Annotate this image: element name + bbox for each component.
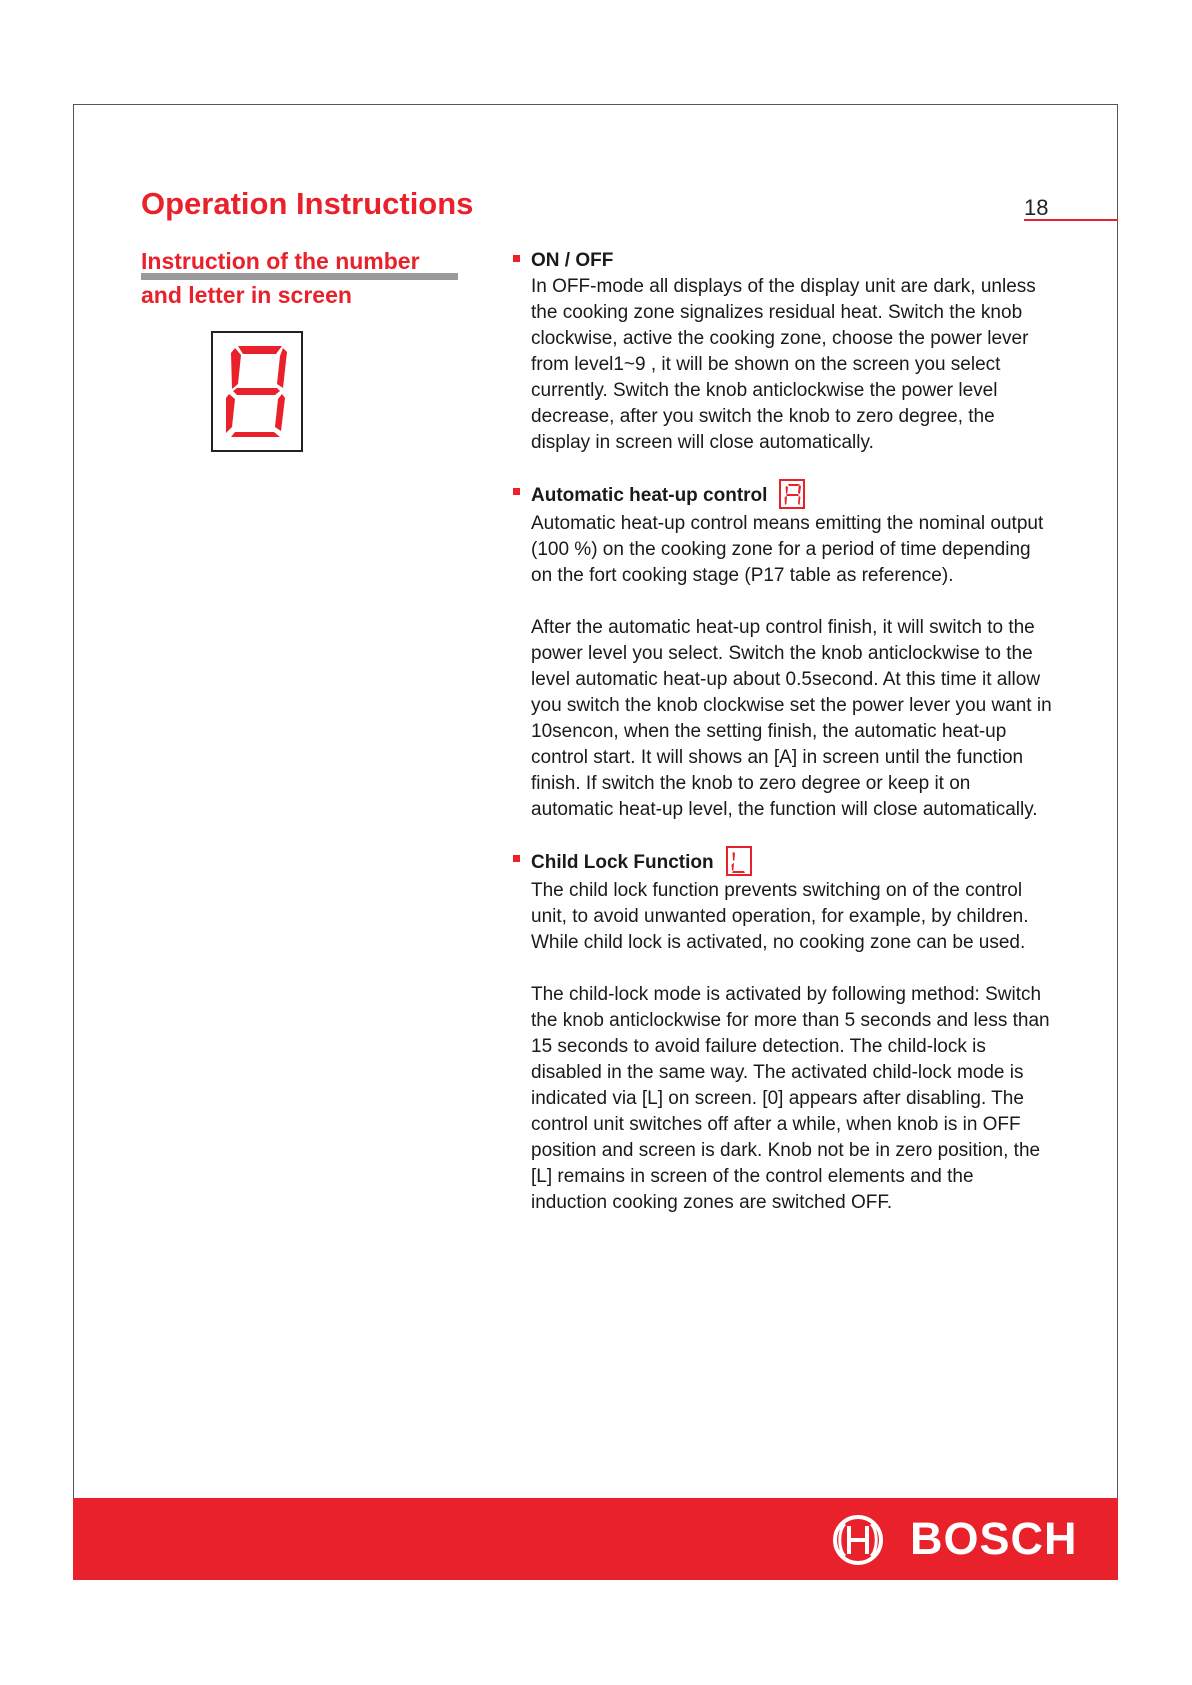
on-off-heading: ON / OFF — [531, 250, 614, 271]
instructions-content — [512, 248, 1052, 1216]
bosch-logo — [830, 1514, 1100, 1564]
bullet-square-icon — [513, 855, 520, 862]
seven-segment-letter-l-icon — [726, 846, 752, 876]
page-number: 18 — [1024, 197, 1118, 221]
sidebar-heading-line2: and letter in screen — [141, 282, 352, 308]
seven-segment-letter-a-icon — [779, 479, 805, 509]
bullet-square-icon — [513, 255, 520, 262]
automatic-heat-up-heading — [531, 481, 1052, 511]
bosch-wordmark: BOSCH — [910, 1513, 1078, 1564]
child-lock-paragraph-2: The child-lock mode is activated by following method: Switch the knob anticlockwise for more than 5 seconds and less than 15 seconds to avoid failure detection. The child-lock is disabled in the same way. The activated child-lock mode is indicated via [L] on screen. [0] appears after disabling. The control unit switches off after a while, when knob is in OFF position and screen is dark. Knob not be in zero position, the [L] remains in screen of the control elements and the induction cooking zones are switched OFF. — [531, 984, 1050, 1213]
section-automatic-heat-up — [512, 481, 1052, 823]
section-child-lock — [512, 848, 1052, 1216]
seven-segment-digit-8-icon — [224, 343, 290, 440]
automatic-heat-up-heading-text: Automatic heat-up control — [531, 485, 768, 506]
automatic-heat-up-paragraph-2: After the automatic heat-up control finish, it will switch to the power level you select. Switch the knob anticlockwise to the level automatic heat-up about 0.5second. At this time it allow you switch the knob clockwise set the power lever you want in 10sencon, when the setting finish, the automatic heat-up control start. It will shows an [A] in screen until the function finish. If switch the knob to zero degree or keep it on automatic heat-up level, the function will close automatically. — [531, 617, 1052, 820]
child-lock-heading-text: Child Lock Function — [531, 852, 714, 873]
seven-segment-display — [211, 331, 303, 452]
footer-bar — [73, 1498, 1118, 1580]
child-lock-paragraph-1: The child lock function prevents switching on of the control unit, to avoid unwanted operation, for example, by children. While child lock is activated, no cooking zone can be used. — [531, 880, 1029, 953]
on-off-paragraph: In OFF-mode all displays of the display unit are dark, unless the cooking zone signalizes residual heat. Switch the knob clockwise, active the cooking zone, choose the power lever from level1~9 , it will be shown on the screen you select currently. Switch the knob anticlockwise the power level decrease, after you switch the knob to zero degree, the display in screen will close automatically. — [531, 276, 1036, 453]
sidebar-heading-line1: Instruction of the number — [141, 249, 458, 280]
page-title: Operation Instructions — [141, 186, 474, 221]
section-on-off — [512, 248, 1052, 456]
automatic-heat-up-paragraph-1: Automatic heat-up control means emitting the nominal output (100 %) on the cooking zone for a period of time depending on the fort cooking stage (P17 table as reference). — [531, 513, 1044, 586]
sidebar-heading — [141, 246, 481, 311]
child-lock-heading — [531, 848, 1052, 878]
bullet-square-icon — [513, 488, 520, 495]
bosch-armature-logo-icon — [830, 1514, 888, 1566]
